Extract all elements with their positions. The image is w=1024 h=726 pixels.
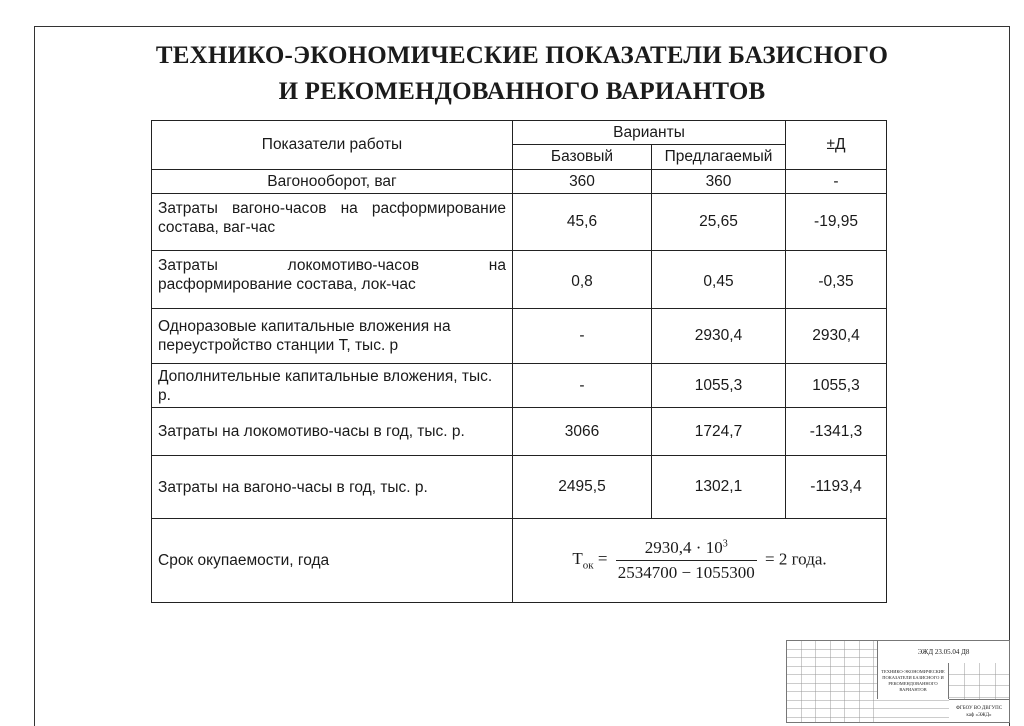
row-proposed: 2930,4 [652, 309, 786, 364]
table-row [152, 194, 887, 251]
row-base: - [513, 364, 652, 408]
page-title [34, 38, 1010, 110]
formula-exponent: 3 [722, 538, 728, 550]
header-proposed: Предлагаемый [652, 145, 786, 170]
formula-denominator: 2534700 − 1055300 [617, 563, 755, 582]
header-variants: Варианты [513, 121, 786, 145]
table-row [152, 251, 887, 309]
title-block-stamp [786, 640, 1010, 723]
formula-fraction [616, 538, 757, 583]
row-base: - [513, 309, 652, 364]
table-row [152, 170, 887, 194]
stamp-name-line: ВАРИАНТОВ [899, 687, 927, 692]
stamp-org-line: каф «ЭЖД» [966, 713, 992, 718]
row-label: Вагонооборот, ваг [152, 170, 513, 194]
row-proposed: 1055,3 [652, 364, 786, 408]
row-base: 3066 [513, 408, 652, 456]
payback-label: Срок окупаемости, года [152, 519, 513, 603]
stamp-org-line: ФГБОУ ВО ДВГУПС [955, 706, 1003, 711]
row-label: Одноразовые капитальные вложения на переустройство станции Т, тыс. р [152, 309, 513, 364]
row-base: 45,6 [513, 194, 652, 251]
stamp-document-name [877, 663, 949, 699]
table-row [152, 309, 887, 364]
row-delta: 1055,3 [786, 364, 887, 408]
row-base: 2495,5 [513, 456, 652, 519]
header-base: Базовый [513, 145, 652, 170]
row-proposed: 1302,1 [652, 456, 786, 519]
row-label: Затраты на локомотиво-часы в год, тыс. р. [152, 408, 513, 456]
title-line-1: ТЕХНИКО-ЭКОНОМИЧЕСКИЕ ПОКАЗАТЕЛИ БАЗИСНОГО [155, 42, 889, 69]
row-proposed: 1724,7 [652, 408, 786, 456]
row-delta: -19,95 [786, 194, 887, 251]
row-base: 360 [513, 170, 652, 194]
formula-lhs: $Т_{ок}$ = [572, 549, 608, 572]
row-label: Затраты вагоно-часов на расформирование состава, ваг-час [152, 194, 513, 251]
formula-result: = 2 года. [765, 549, 827, 569]
header-delta: ±Д [786, 121, 887, 170]
row-proposed: 0,45 [652, 251, 786, 309]
title-line-2: И РЕКОМЕНДОВАННОГО ВАРИАНТОВ [278, 78, 766, 105]
formula-subscript: ок [582, 559, 594, 572]
row-base: 0,8 [513, 251, 652, 309]
stamp-signature-grid [787, 641, 877, 722]
header-row [152, 121, 887, 145]
stamp-name-line: РЕКОМЕНДОВАННОГО [888, 681, 938, 686]
row-delta: - [786, 170, 887, 194]
row-delta: -1341,3 [786, 408, 887, 456]
indicators-table [151, 120, 887, 603]
formula-numerator: $2930,4 \cdot 10^3$ [616, 538, 757, 561]
stamp-name-line: ТЕХНИКО-ЭКОНОМИЧЕСКИЕ [881, 669, 945, 674]
row-delta: 2930,4 [786, 309, 887, 364]
stamp-document-code: ЭЖД 23.05.04 Д8 [877, 641, 1009, 664]
row-proposed: 360 [652, 170, 786, 194]
table-row [152, 364, 887, 408]
payback-row [152, 519, 887, 603]
stamp-name-line: ПОКАЗАТЕЛИ БАЗИСНОГО И [882, 675, 944, 680]
header-indicators: Показатели работы [152, 121, 513, 170]
stamp-sheet-grid [949, 663, 1009, 699]
row-proposed: 25,65 [652, 194, 786, 251]
stamp-organization [949, 699, 1009, 722]
row-label: Дополнительные капитальные вложения, тыс. р. [152, 364, 513, 408]
row-delta: -1193,4 [786, 456, 887, 519]
row-delta: -0,35 [786, 251, 887, 309]
payback-formula [513, 519, 887, 603]
row-label: Затраты локомотиво-часов на расформирование состава, лок-час [152, 251, 513, 309]
table-row [152, 408, 887, 456]
table-row [152, 456, 887, 519]
row-label: Затраты на вагоно-часы в год, тыс. р. [152, 456, 513, 519]
